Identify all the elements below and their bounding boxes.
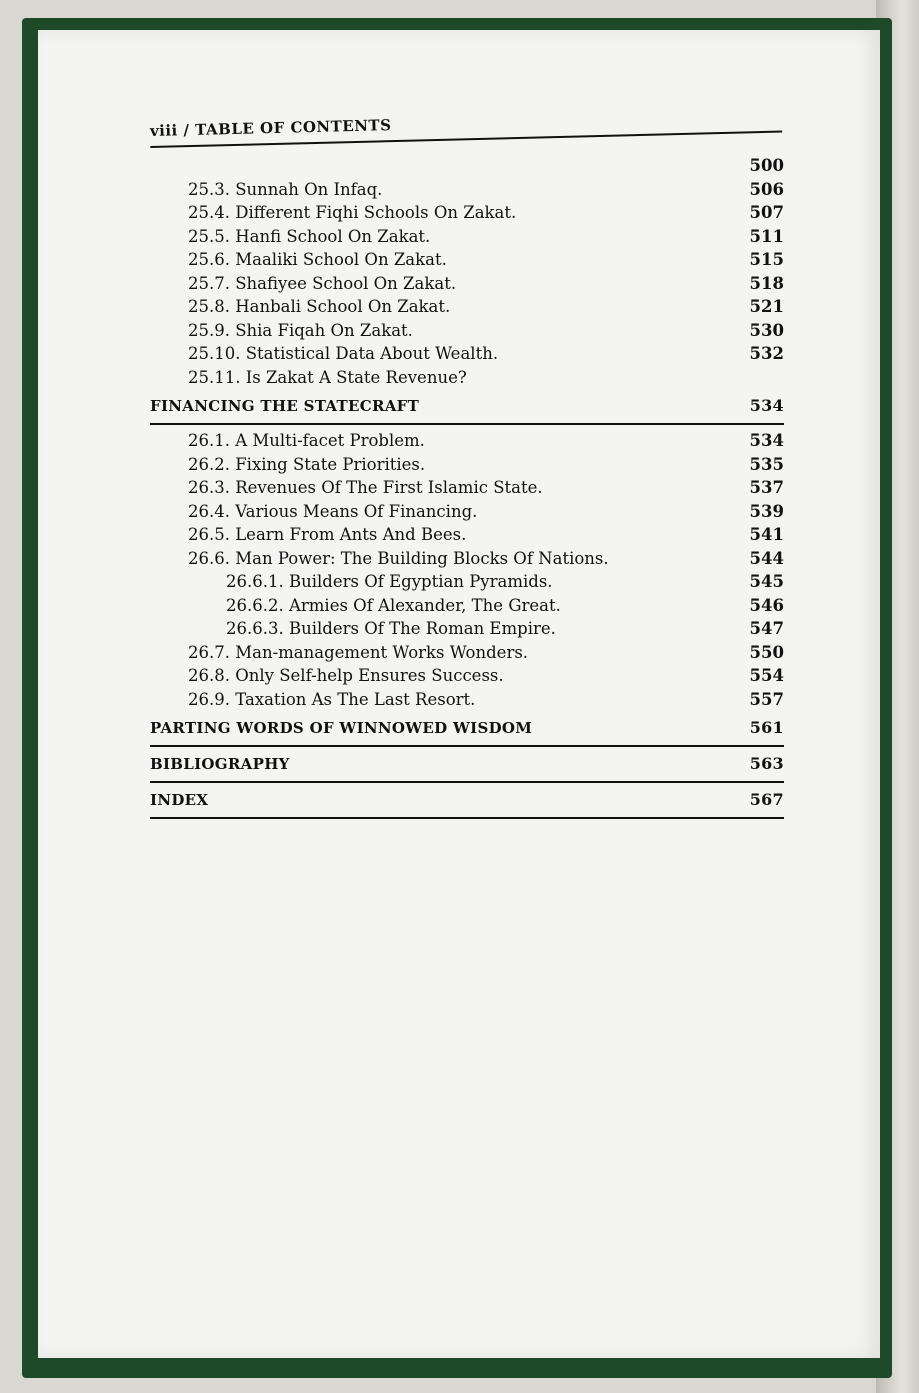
entry-label: 25.9. Shia Fiqah On Zakat. bbox=[188, 320, 413, 340]
chapter-heading-parting bbox=[150, 711, 784, 747]
entry-label: 26.8. Only Self-help Ensures Success. bbox=[188, 666, 504, 685]
page-number: 545 bbox=[749, 572, 784, 591]
page-number: 554 bbox=[749, 666, 784, 685]
page-number: 521 bbox=[749, 297, 784, 316]
toc-entry bbox=[150, 319, 784, 343]
page-number: 530 bbox=[749, 320, 784, 340]
entry-label: 25.8. Hanbali School On Zakat. bbox=[188, 297, 451, 316]
entry-label: 25.7. Shafiyee School On Zakat. bbox=[188, 273, 457, 293]
entry-label: 26.7. Man-management Works Wonders. bbox=[188, 642, 529, 662]
chapter-heading-bibliography bbox=[150, 747, 784, 783]
chapter-heading-index bbox=[150, 783, 784, 819]
table-of-contents bbox=[150, 154, 784, 819]
page-number: 537 bbox=[749, 478, 784, 497]
chapter-page: 534 bbox=[749, 396, 784, 415]
toc-entry bbox=[150, 201, 784, 225]
entry-label: 26.1. A Multi-facet Problem. bbox=[188, 431, 425, 450]
toc-entry bbox=[150, 272, 784, 296]
entry-label: 26.4. Various Means Of Financing. bbox=[188, 501, 478, 521]
entry-label: 25.4. Different Fiqhi Schools On Zakat. bbox=[188, 203, 517, 222]
entry-label: 26.6. Man Power: The Building Blocks Of Nations. bbox=[188, 548, 609, 568]
page-number: 518 bbox=[749, 273, 784, 293]
toc-entry bbox=[150, 295, 784, 319]
page-number: 546 bbox=[749, 595, 784, 615]
chapter-page: 561 bbox=[749, 718, 784, 737]
chapter-page: 567 bbox=[749, 790, 784, 809]
chapter-title: INDEX bbox=[150, 791, 209, 809]
entry-label: 26.6.2. Armies Of Alexander, The Great. bbox=[226, 595, 561, 615]
toc-subentry bbox=[150, 570, 784, 594]
chapter-title: FINANCING THE STATECRAFT bbox=[150, 397, 420, 415]
page-number: 515 bbox=[749, 250, 784, 269]
toc-subentry bbox=[150, 594, 784, 618]
toc-entry bbox=[150, 688, 784, 712]
toc-entry bbox=[150, 664, 784, 688]
toc-entry bbox=[150, 248, 784, 272]
page-number: 544 bbox=[749, 548, 784, 568]
entry-label: 25.6. Maaliki School On Zakat. bbox=[188, 250, 447, 269]
page-number: 539 bbox=[749, 501, 784, 521]
page-number: 547 bbox=[749, 619, 784, 638]
page-number: 534 bbox=[749, 431, 784, 450]
toc-entry bbox=[150, 225, 784, 249]
entry-label: 25.11. Is Zakat A State Revenue? bbox=[188, 367, 467, 387]
page-number: 535 bbox=[749, 454, 784, 474]
entry-label: 26.6.3. Builders Of The Roman Empire. bbox=[226, 619, 556, 638]
toc-entry bbox=[150, 154, 784, 178]
toc-entry bbox=[150, 342, 784, 366]
entry-label: 25.10. Statistical Data About Wealth. bbox=[188, 344, 499, 363]
entry-label: 25.3. Sunnah On Infaq. bbox=[188, 179, 383, 199]
page-number: 541 bbox=[749, 525, 784, 544]
toc-entry bbox=[150, 366, 784, 390]
toc-entry bbox=[150, 429, 784, 453]
toc-entry bbox=[150, 641, 784, 665]
chapter-title: BIBLIOGRAPHY bbox=[150, 755, 290, 773]
page-number: 550 bbox=[749, 642, 784, 662]
toc-entry bbox=[150, 178, 784, 202]
page-number: 507 bbox=[749, 203, 784, 222]
page-number: 500 bbox=[749, 156, 784, 175]
toc-entry bbox=[150, 453, 784, 477]
chapter-title: PARTING WORDS OF WINNOWED WISDOM bbox=[150, 719, 533, 737]
chapter-heading-financing bbox=[150, 389, 784, 425]
entry-label: 25.5. Hanfi School On Zakat. bbox=[188, 226, 431, 246]
toc-entry bbox=[150, 476, 784, 500]
header-title: viii / TABLE OF CONTENTS bbox=[149, 116, 392, 140]
entry-label: 26.3. Revenues Of The First Islamic State. bbox=[188, 478, 543, 497]
toc-entry bbox=[150, 523, 784, 547]
entry-label: 26.9. Taxation As The Last Resort. bbox=[188, 689, 476, 709]
page-number: 506 bbox=[749, 179, 784, 199]
toc-entry bbox=[150, 500, 784, 524]
page-number: 511 bbox=[749, 226, 784, 246]
toc-subentry bbox=[150, 617, 784, 641]
entry-label: 26.2. Fixing State Priorities. bbox=[188, 454, 426, 474]
toc-entry bbox=[150, 547, 784, 571]
page-number: 557 bbox=[749, 689, 784, 709]
entry-label: 26.6.1. Builders Of Egyptian Pyramids. bbox=[226, 572, 553, 591]
entry-label: 26.5. Learn From Ants And Bees. bbox=[188, 525, 467, 544]
chapter-page: 563 bbox=[749, 754, 784, 773]
page-number: 532 bbox=[749, 344, 784, 363]
